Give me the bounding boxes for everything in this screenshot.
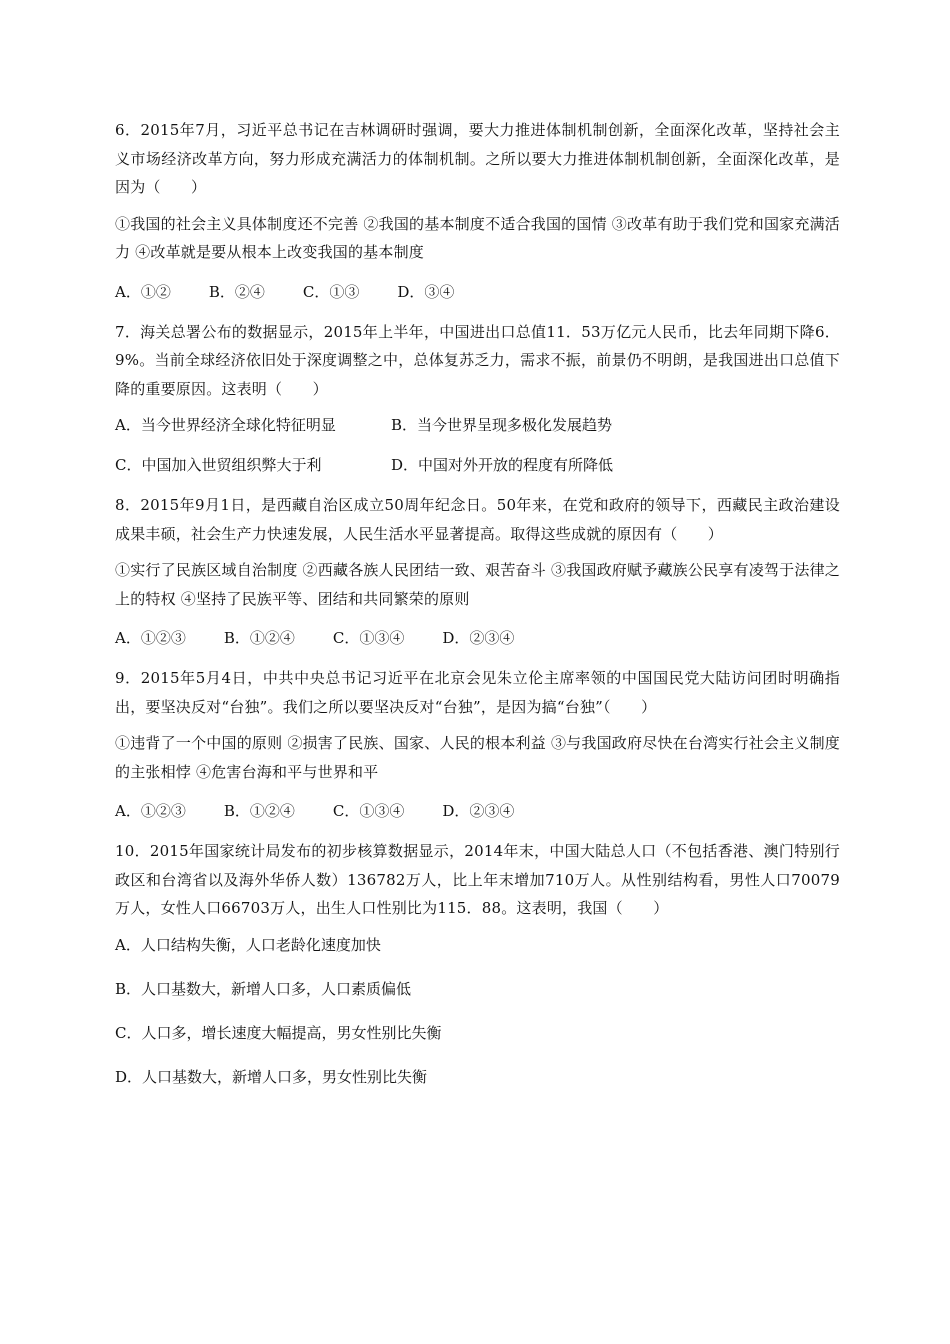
option-a[interactable]: A．人口结构失衡，人口老龄化速度加快: [115, 935, 381, 954]
option-a[interactable]: A．①②: [115, 282, 171, 301]
question-stem: 6．2015年7月，习近平总书记在吉林调研时强调，要大力推进体制机制创新，全面深化改革，坚持社会主义市场经济改革方向，努力形成充满活力的体制机制。之所以要大力推进体制机制创新，全面深化改革，是因为（ ）: [115, 121, 840, 196]
option-c[interactable]: C．①③④: [332, 629, 405, 647]
option-b[interactable]: B．人口基数大，新增人口多，人口素质偏低: [115, 979, 412, 998]
options-row: [115, 624, 840, 652]
question-stem: 9．2015年5月4日，中共中央总书记习近平在北京会见朱立伦主席率领的中国国民党大陆访问团时明确指出，要坚决反对“台独”。我们之所以要坚决反对“台独”，是因为搞“台独”（ ）: [115, 669, 840, 716]
question-10: [115, 837, 840, 1091]
options-row: [115, 451, 840, 479]
option-c[interactable]: C．中国加入世贸组织弊大于利: [115, 456, 322, 474]
option-b[interactable]: B．①②④: [223, 802, 295, 820]
question-stem: 10．2015年国家统计局发布的初步核算数据显示，2014年末，中国大陆总人口（不包括香港、澳门特别行政区和台湾省以及海外华侨人数）136782万人，比上年末增加710万人。从性别结构看，男性人口70079万人，女性人口66703万人，出生人口性别比为115．88。这表明，我国（ ）: [115, 842, 840, 917]
question-7: [115, 318, 840, 480]
question-9: [115, 664, 840, 825]
question-statements: ①我国的社会主义具体制度还不完善 ②我国的基本制度不适合我国的国情 ③改革有助于我们党和国家充满活力 ④改革就是要从根本上改变我国的基本制度: [115, 214, 840, 261]
option-a[interactable]: A．①②③: [115, 629, 186, 647]
option-d[interactable]: D．②③④: [442, 629, 515, 647]
option-c[interactable]: C．①③④: [332, 802, 405, 820]
option-d[interactable]: D．②③④: [442, 802, 515, 820]
option-a[interactable]: A．当今世界经济全球化特征明显: [115, 416, 336, 434]
option-a[interactable]: A．①②③: [115, 802, 186, 820]
question-statements: ①实行了民族区域自治制度 ②西藏各族人民团结一致、艰苦奋斗 ③我国政府赋予藏族公民享有凌驾于法律之上的特权 ④坚持了民族平等、团结和共同繁荣的原则: [115, 561, 840, 608]
option-b[interactable]: B．①②④: [223, 629, 295, 647]
question-8: [115, 491, 840, 652]
question-statements: ①违背了一个中国的原则 ②损害了民族、国家、人民的根本利益 ③与我国政府尽快在台湾实行社会主义制度的主张相悖 ④危害台海和平与世界和平: [115, 734, 840, 781]
option-b[interactable]: B．②④: [208, 282, 265, 301]
option-b[interactable]: B．当今世界呈现多极化发展趋势: [391, 416, 613, 434]
options-row: [115, 411, 840, 439]
question-stem: 8．2015年9月1日，是西藏自治区成立50周年纪念日。50年来，在党和政府的领导下，西藏民主政治建设成果丰硕，社会生产力快速发展，人民生活水平显著提高。取得这些成就的原因有（ ）: [115, 496, 840, 543]
option-c[interactable]: C．人口多，增长速度大幅提高，男女性别比失衡: [115, 1023, 442, 1042]
option-d[interactable]: D．中国对外开放的程度有所降低: [391, 456, 614, 474]
option-d[interactable]: D．人口基数大，新增人口多，男女性别比失衡: [115, 1067, 428, 1086]
option-d[interactable]: D．③④: [397, 282, 455, 301]
options-row: [115, 278, 840, 306]
option-c[interactable]: C．①③: [302, 282, 360, 301]
exam-page: [115, 116, 840, 1107]
question-6: [115, 116, 840, 306]
options-row: [115, 797, 840, 825]
question-stem: 7．海关总署公布的数据显示，2015年上半年，中国进出口总值11．53万亿元人民币，比去年同期下降6．9%。当前全球经济依旧处于深度调整之中，总体复苏乏力，需求不振，前景仍不明朗，是我国进出口总值下降的重要原因。这表明（ ）: [115, 322, 840, 398]
